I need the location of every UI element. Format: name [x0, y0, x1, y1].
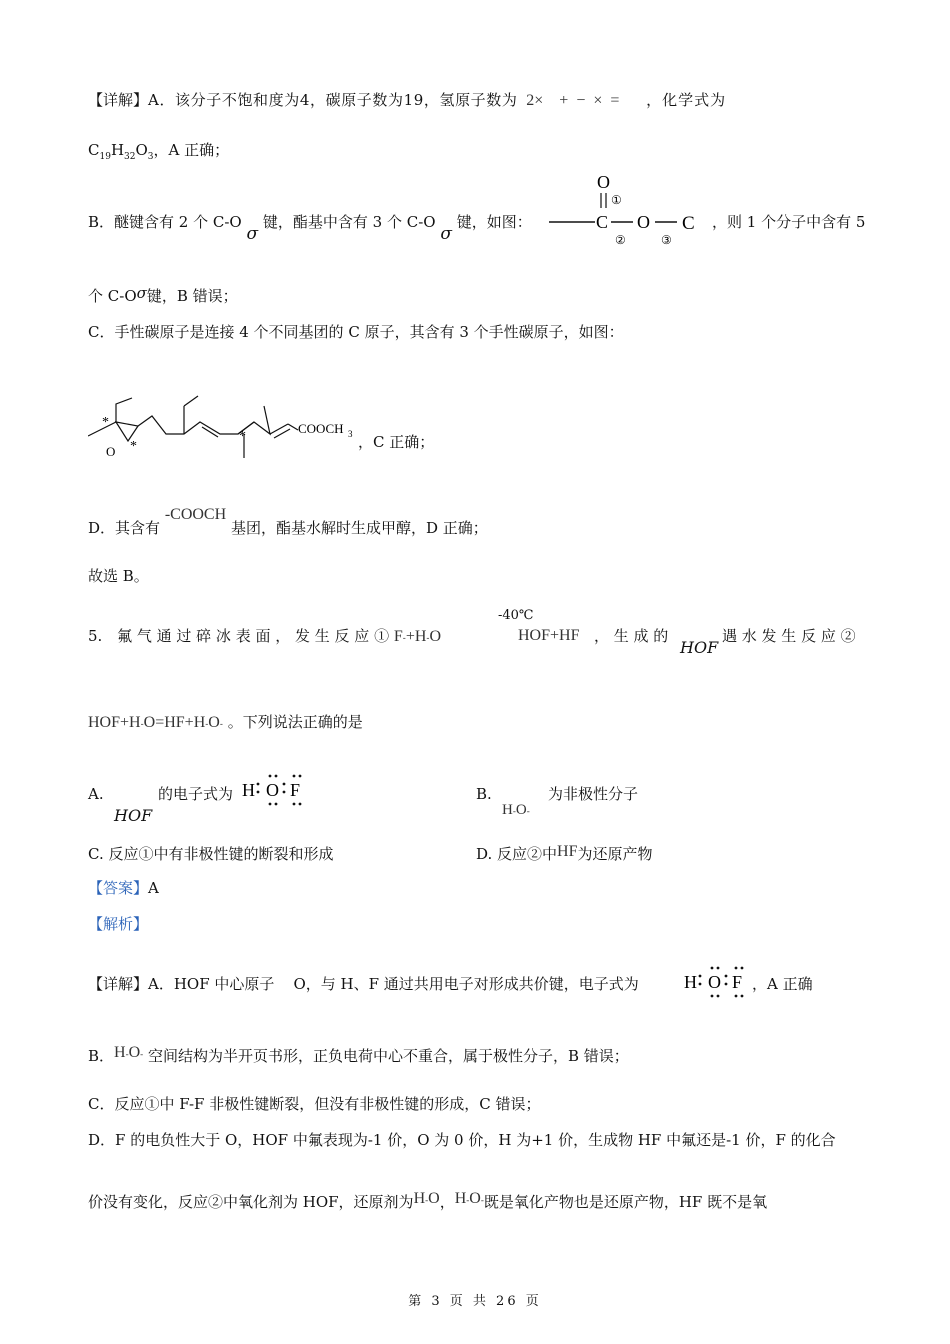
svg-text:3: 3 [348, 429, 353, 439]
option-b-label[interactable]: B. [476, 785, 492, 803]
diagram-o2: O [637, 212, 650, 232]
bond-label-2: ② [615, 233, 626, 247]
svg-text:F: F [290, 780, 301, 800]
chiral-molecule-structure [88, 386, 368, 466]
q5-line2: HOF+H-O=HF+H-O- 。下列说法正确的是 [88, 713, 363, 731]
expl-d-line: D．F 的电负性大于 O，HOF 中氟表现为-1 价，O 为 0 价，H 为+1 价，生成物 HF 中氟还是-1 价，F 的化合 [88, 1131, 836, 1149]
option-b-text: 为非极性分子 [548, 785, 639, 803]
question-number: 5. [88, 627, 103, 645]
expl-c-line: C．反应①中 F-F 非极性键断裂，但没有非极性键的形成，C 错误； [88, 1095, 541, 1113]
choose-line: 故选 B。 [88, 567, 149, 585]
option-b-formula: H-O- [502, 802, 530, 818]
sigma-symbol: σ [440, 224, 452, 244]
lewis-structure-explanation [682, 964, 748, 1002]
expl-d-line2: 价没有变化，反应②中氧化剂为 HOF，还原剂为H-O，H-O-既是氧化产物也是还原产物，HF 既不是氧 [88, 1190, 768, 1211]
option-c[interactable]: C. 反应①中有非极性键的断裂和形成 [88, 845, 334, 863]
chiral-star: * [130, 439, 137, 454]
chiral-star: * [239, 429, 246, 444]
answer-line: 【答案】A [88, 879, 159, 897]
diagram-c2: C [682, 213, 695, 234]
page-footer: 第 3 页 共 26 页 [408, 1294, 542, 1309]
detail-a-tail: ，化学式为 [646, 91, 727, 109]
option-a-label[interactable]: A. [88, 785, 104, 803]
detail-b-tail: ，则 1 个分子中含有 5 [712, 213, 866, 231]
detail-a-line [88, 90, 726, 111]
q5-line1: 5. 氟 气 通 过 碎 冰 表 面 ， 发 生 反 应 ① F-+H-O [88, 627, 442, 645]
reaction-products: HOF+HF [518, 627, 580, 644]
detail-tag: 【详解】 [88, 91, 149, 109]
option-d[interactable]: D. 反应②中HF为还原产物 [476, 843, 653, 863]
bond-label-1: ① [611, 193, 622, 207]
chiral-star: * [102, 415, 109, 430]
detail-b-line2: 个 C-Oσ键，B 错误； [88, 284, 238, 305]
q5-line1-b: ， 生 成 的 [594, 627, 669, 645]
expl-a-tail: ，A 正确 [752, 975, 813, 993]
svg-text:O: O [106, 444, 116, 459]
svg-text:O: O [708, 972, 721, 992]
sigma-symbol: σ [246, 224, 259, 244]
svg-text:COOCH: COOCH [298, 421, 344, 436]
coocH-group: -COOCH [164, 506, 227, 523]
detail-b-line: B．醚键含有 2 个 C-O σ 键，酯基中含有 3 个 C-O σ 键，如图： [88, 213, 532, 244]
lewis-structure-option-a [240, 772, 304, 810]
h-count-formula: 2× + − × = [526, 92, 620, 109]
expl-a-line: 【详解】A．HOF 中心原子 O，与 H、F 通过共用电子对形成共价键，电子式为 [88, 975, 639, 993]
svg-text:F: F [732, 972, 743, 992]
sigma-symbol: σ [136, 284, 147, 302]
svg-text:H: H [242, 780, 255, 800]
option-a-hof: HOF [114, 806, 153, 825]
ester-bond-diagram [545, 168, 715, 248]
svg-text:O: O [266, 780, 279, 800]
q5-line1-c: 遇 水 发 生 反 应 ② [722, 627, 856, 645]
analysis-tag: 【解析】 [88, 915, 149, 933]
diagram-o-top: O [597, 172, 610, 192]
detail-d-line: D．其含有 -COOCH 基团，酯基水解时生成甲醇，D 正确； [88, 506, 488, 537]
hof-italic: HOF [680, 638, 719, 657]
detail-a-text: A．该分子不饱和度为4，碳原子数为19，氢原子数为 [148, 91, 518, 109]
option-a-text: 的电子式为 [158, 785, 234, 803]
svg-text:H: H [684, 972, 697, 992]
expl-b-line: B．H-O- 空间结构为半开页书形，正负电荷中心不重合，属于极性分子，B 错误； [88, 1044, 629, 1065]
reaction-condition: -40℃ [498, 608, 534, 623]
detail-c-tail: ，C 正确； [358, 433, 435, 451]
bond-label-3: ③ [661, 233, 672, 247]
detail-c-line: C．手性碳原子是连接 4 个不同基团的 C 原子，其含有 3 个手性碳原子，如图： [88, 323, 624, 341]
diagram-c1: C [596, 212, 609, 232]
formula-line: $C_{19}H_{32}O_3$，A 正确； [88, 141, 230, 162]
